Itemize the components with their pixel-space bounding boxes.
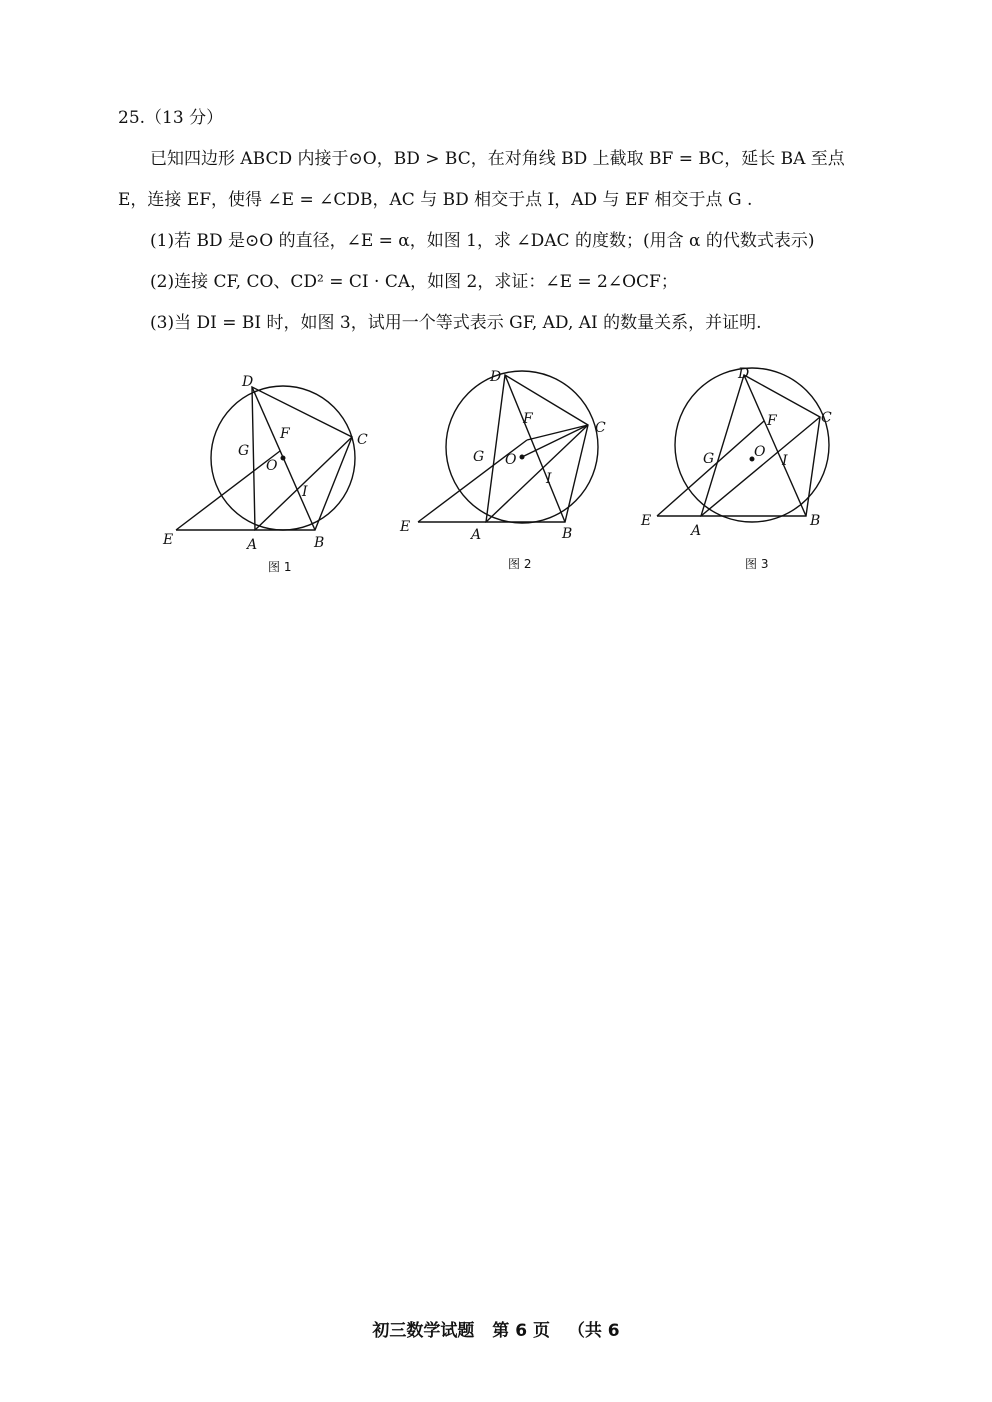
fig2-diagonal-ac [486, 425, 588, 522]
fig3-label-o: O [754, 444, 766, 460]
subquestion-1: (1)若 BD 是⊙O 的直径，∠E = α，如图 1，求 ∠DAC 的度数；(用含 α 的代数式表示) [150, 231, 815, 251]
fig3-label-c: C [821, 410, 832, 426]
fig3-label-f: F [767, 413, 777, 429]
fig2-label-f: F [523, 411, 533, 427]
question-number: 25. [118, 108, 146, 128]
page-footer [0, 1316, 992, 1341]
fig1-label-o: O [266, 458, 278, 474]
figures-area [0, 355, 992, 585]
footer-subject: 初三数学试题 [372, 1321, 475, 1341]
fig3-diagonal-ac [701, 417, 820, 516]
fig1-label-c: C [357, 432, 368, 448]
fig2-segment-cf [527, 425, 588, 440]
fig3-circle [675, 368, 829, 522]
footer-total: （共 6 [567, 1321, 620, 1341]
fig3-caption: 图 3 [745, 557, 769, 571]
subquestion-2: (2)连接 CF, CO、CD² = CI · CA，如图 2，求证：∠E = 2∠OCF； [150, 272, 678, 292]
fig1-center-dot [281, 456, 285, 460]
fig1-label-e: E [163, 532, 174, 548]
fig3-label-e: E [641, 513, 652, 529]
fig2-caption: 图 2 [508, 557, 532, 571]
fig2-label-d: D [490, 369, 502, 385]
fig2-diagonal-bd [505, 375, 565, 522]
fig1-label-a: A [247, 537, 258, 553]
premise-line-2: E，连接 EF，使得 ∠E = ∠CDB，AC 与 BD 相交于点 I，AD 与 EF 相交于点 G . [118, 190, 753, 210]
fig3-label-i: I [782, 453, 788, 469]
fig1-label-f: F [280, 426, 290, 442]
figure-2 [418, 371, 598, 523]
fig2-center-dot [520, 455, 524, 459]
fig2-label-a: A [471, 527, 482, 543]
geometry-figures [0, 355, 992, 585]
fig3-segment-ef [657, 421, 764, 516]
fig1-label-d: D [242, 374, 254, 390]
fig3-label-g: G [703, 451, 715, 467]
question-header [118, 106, 223, 130]
fig2-label-g: G [473, 449, 485, 465]
fig2-label-i: I [546, 471, 552, 487]
fig2-label-o: O [505, 452, 517, 468]
fig3-label-a: A [691, 523, 702, 539]
fig2-label-c: C [595, 420, 606, 436]
fig2-label-e: E [400, 519, 411, 535]
fig1-segment-ef [176, 451, 280, 530]
subquestion-3: (3)当 DI = BI 时，如图 3，试用一个等式表示 GF, AD, AI 的数量关系，并证明. [150, 313, 762, 333]
fig3-label-d: D [738, 366, 750, 382]
fig2-quadrilateral [486, 375, 588, 522]
fig1-label-i: I [302, 484, 308, 500]
fig1-label-b: B [314, 535, 325, 551]
fig1-label-g: G [238, 443, 250, 459]
fig1-caption: 图 1 [268, 560, 292, 574]
figure-3 [657, 368, 829, 522]
premise-line-1: 已知四边形 ABCD 内接于⊙O，BD > BC，在对角线 BD 上截取 BF = BC，延长 BA 至点 [150, 149, 845, 169]
footer-page: 第 6 页 [492, 1321, 550, 1341]
fig3-label-b: B [810, 513, 821, 529]
fig2-label-b: B [562, 526, 573, 542]
question-points: （13 分） [145, 108, 224, 128]
fig2-circle [446, 371, 598, 523]
